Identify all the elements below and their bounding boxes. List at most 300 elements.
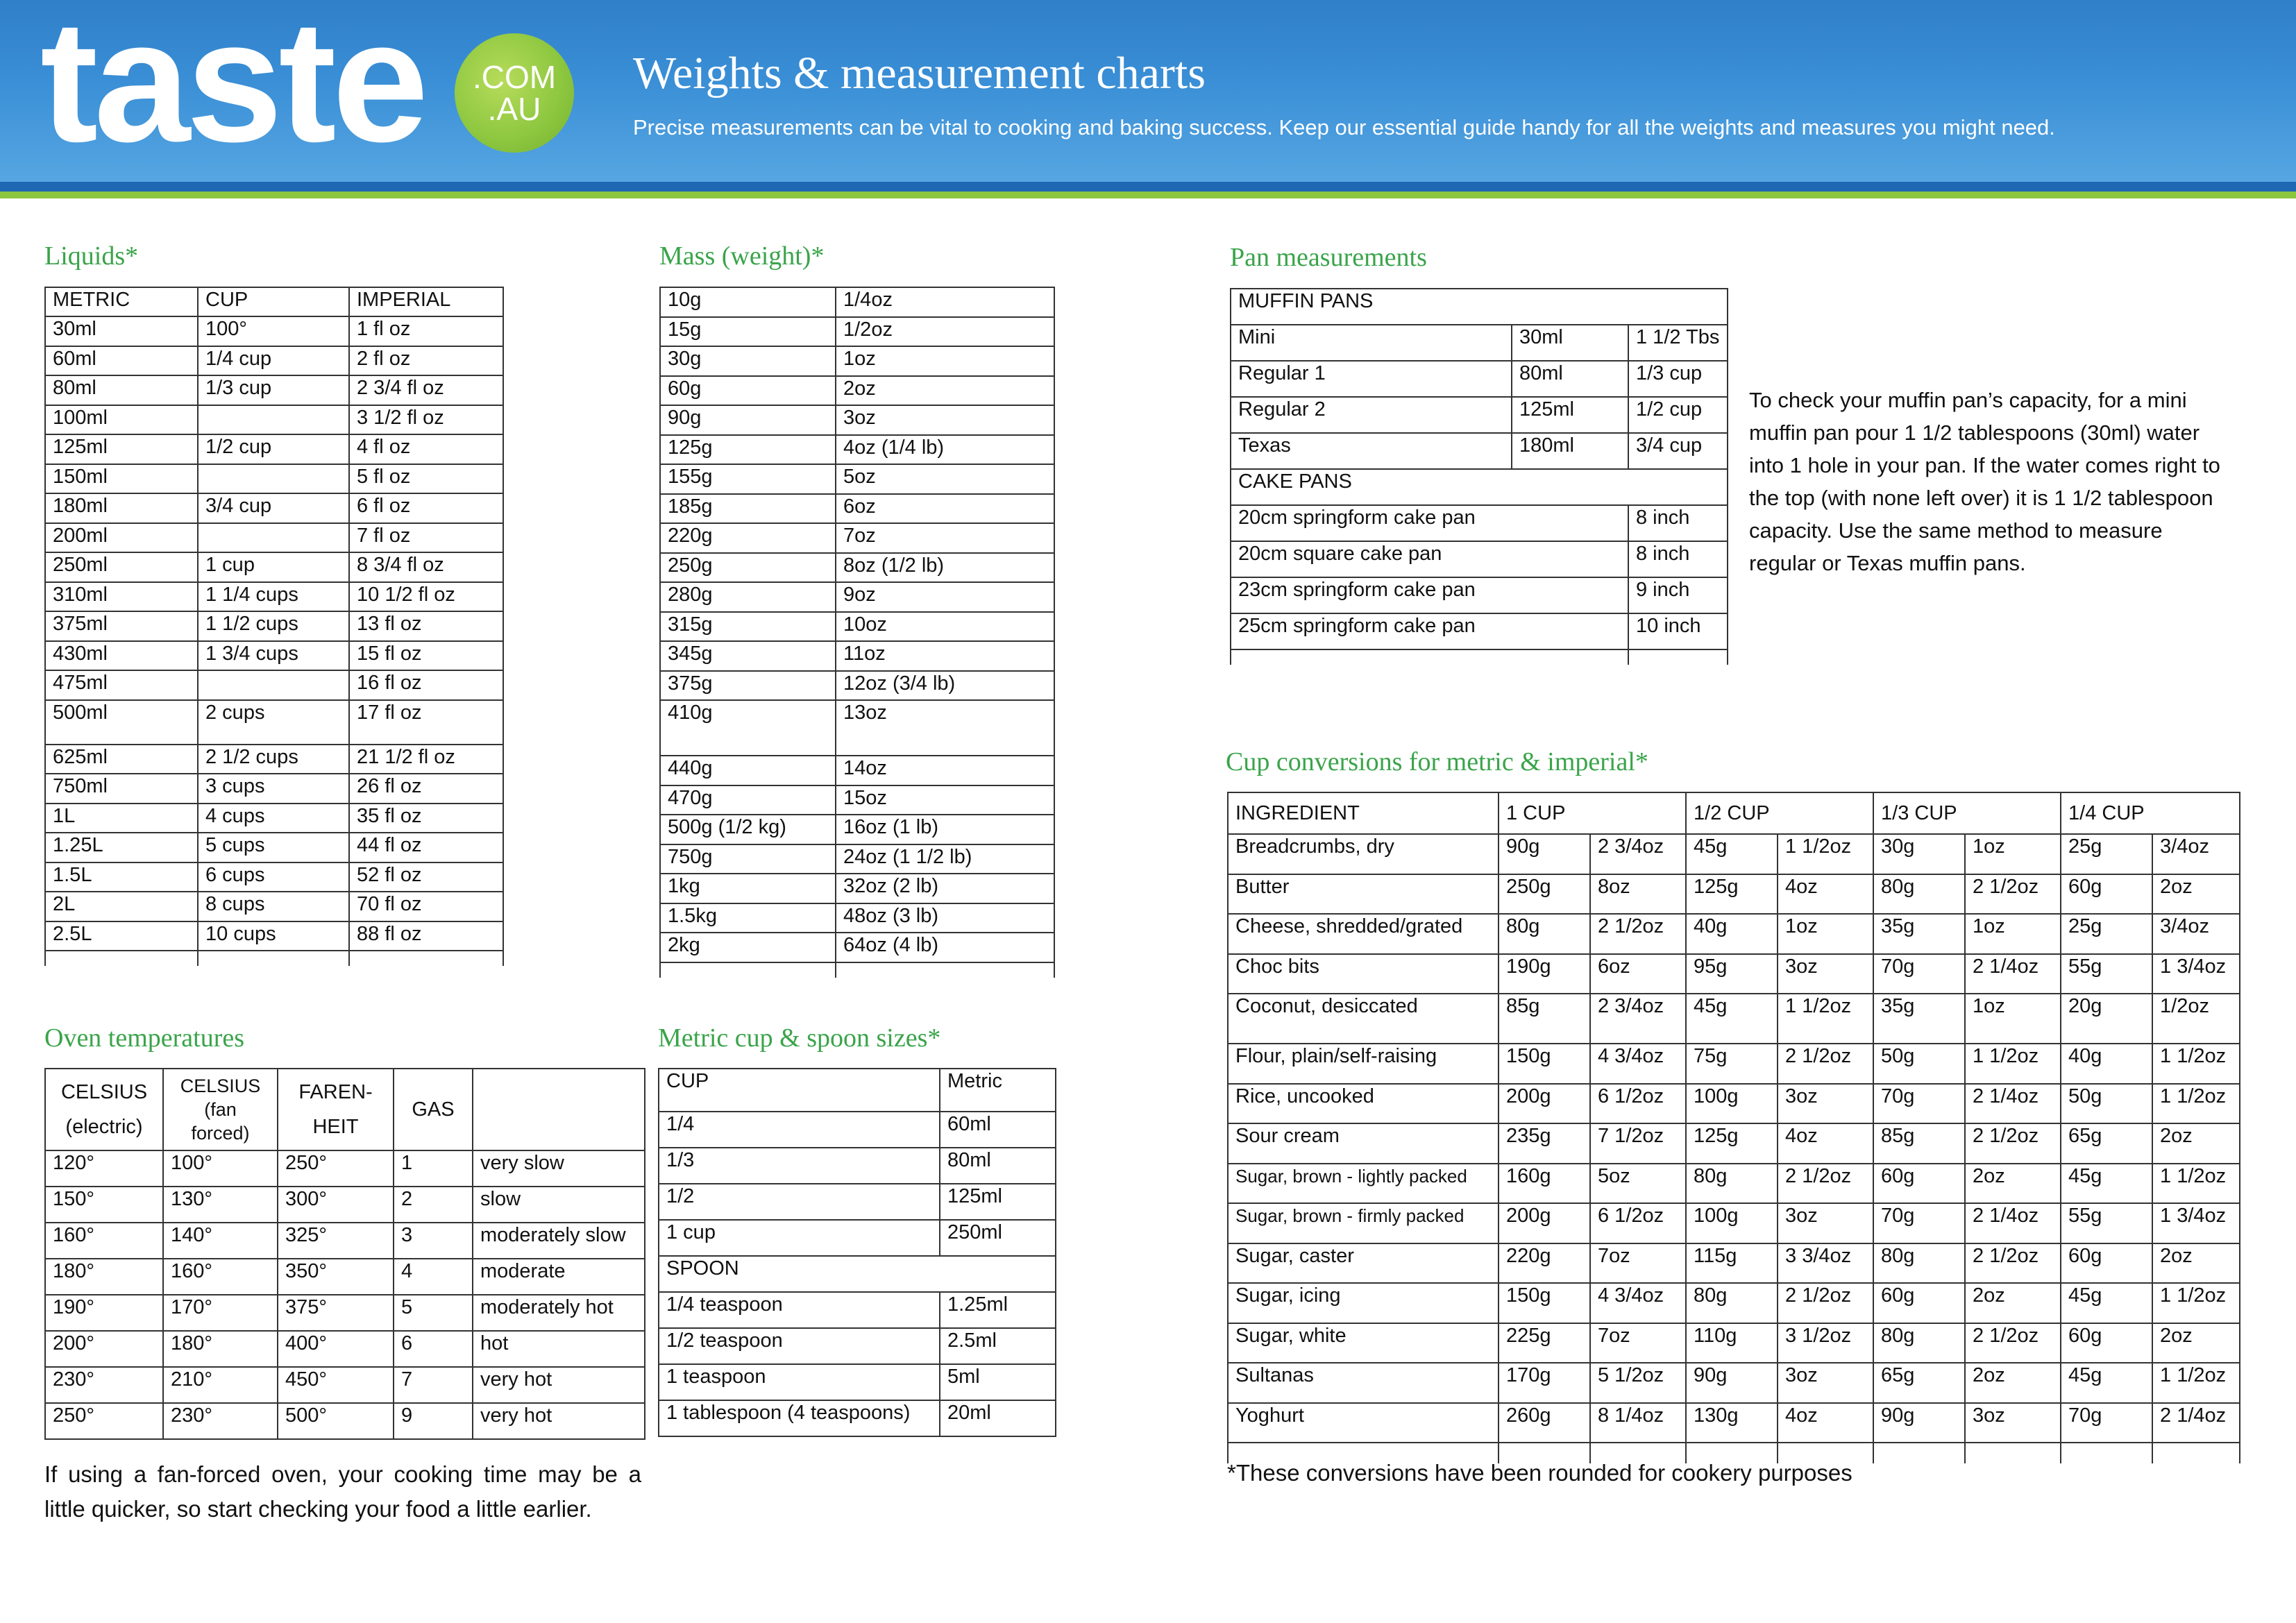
- cup-size-row: [659, 1184, 1056, 1220]
- muffin-pan-cell: 125ml: [1512, 397, 1628, 433]
- taste-logo: taste: [40, 0, 425, 178]
- cups-cell: 85g: [1873, 1123, 1965, 1164]
- cups-cell: 1 1/2oz: [2152, 1363, 2240, 1403]
- cups-cell: 45g: [2061, 1164, 2152, 1204]
- mass-row: [660, 376, 1054, 406]
- oven-cell: 250°: [278, 1150, 394, 1187]
- oven-cell: 170°: [163, 1295, 278, 1331]
- cups-cell: 70g: [1873, 1203, 1965, 1243]
- liquids-cell: 2 cups: [198, 700, 349, 745]
- mass-cell: 16oz (1 lb): [836, 815, 1054, 844]
- mass-cell: 220g: [660, 523, 836, 553]
- oven-row: [45, 1187, 645, 1223]
- liquids-cell: [45, 951, 198, 966]
- cups-cell: 2 1/4oz: [1965, 1084, 2061, 1124]
- cups-cell: 25g: [2061, 834, 2152, 874]
- oven-row: [45, 1403, 645, 1439]
- cups-cell: [1873, 1443, 1965, 1463]
- mass-row: [660, 523, 1054, 553]
- mass-row: [660, 553, 1054, 583]
- mass-cell: 30g: [660, 346, 836, 376]
- liquids-cell: [198, 670, 349, 700]
- liquids-cell: 88 fl oz: [349, 921, 503, 951]
- liquids-cell: 3 1/2 fl oz: [349, 405, 503, 435]
- cups-cell: 80g: [1873, 1323, 1965, 1363]
- cups-cell: 115g: [1686, 1243, 1778, 1284]
- cups-cell: [2061, 1443, 2152, 1463]
- cups-cell: 5oz: [1590, 1164, 1686, 1204]
- cups-cell: 80g: [1686, 1164, 1778, 1204]
- cups-cell: 4 3/4oz: [1590, 1283, 1686, 1323]
- spoon-header-metric: Metric: [940, 1069, 1056, 1112]
- cups-cell: 8oz: [1590, 874, 1686, 915]
- liquids-cell: 5 fl oz: [349, 464, 503, 494]
- cups-cell: 100g: [1686, 1084, 1778, 1124]
- cups-cell: 60g: [2061, 1323, 2152, 1363]
- spoon-size-row: [659, 1400, 1056, 1436]
- cups-cell: 1 1/2oz: [1778, 994, 1873, 1044]
- oven-header-fan: [163, 1069, 278, 1150]
- cup-size-cell: 80ml: [940, 1148, 1056, 1184]
- oven-cell: 3: [394, 1223, 473, 1259]
- cups-cell: 35g: [1873, 914, 1965, 954]
- cups-cell: 2oz: [1965, 1363, 2061, 1403]
- logo-badge-com: .COM: [472, 59, 557, 95]
- spoon-size-cell: 1/4 teaspoon: [659, 1292, 940, 1328]
- liquids-cell: [198, 523, 349, 553]
- liquids-cell: 6 cups: [198, 863, 349, 892]
- cups-cell: 5 1/2oz: [1590, 1363, 1686, 1403]
- liquids-cell: 1 1/4 cups: [198, 582, 349, 612]
- oven-cell: 230°: [163, 1403, 278, 1439]
- oven-cell: 4: [394, 1259, 473, 1295]
- liquids-title: Liquids*: [44, 241, 139, 271]
- cups-cell: 40g: [2061, 1044, 2152, 1084]
- oven-cell: 375°: [278, 1295, 394, 1331]
- liquids-cell: 125ml: [45, 434, 198, 464]
- cups-cell: Yoghurt: [1228, 1403, 1499, 1443]
- liquids-cell: 375ml: [45, 611, 198, 641]
- cups-cell: 2 1/2oz: [1778, 1044, 1873, 1084]
- cups-cell: 30g: [1873, 834, 1965, 874]
- cups-cell: 3oz: [1778, 1203, 1873, 1243]
- muffin-pan-row: [1231, 433, 1728, 469]
- cups-cell: 2 1/4oz: [2152, 1403, 2240, 1443]
- cups-cell: 1oz: [1778, 914, 1873, 954]
- cups-cell: Sultanas: [1228, 1363, 1499, 1403]
- liquids-cell: 200ml: [45, 523, 198, 553]
- liquids-cell: 1 fl oz: [349, 316, 503, 346]
- mass-cell: [836, 962, 1054, 978]
- oven-header-fan-l1: CELSIUS: [180, 1076, 261, 1096]
- liquids-cell: 6 fl oz: [349, 493, 503, 523]
- cups-row: [1228, 1403, 2240, 1443]
- oven-title: Oven temperatures: [44, 1023, 245, 1053]
- liquids-cell: 70 fl oz: [349, 892, 503, 921]
- oven-cell: 250°: [45, 1403, 163, 1439]
- cups-cell: Choc bits: [1228, 954, 1499, 994]
- cups-cell: 3 1/2oz: [1778, 1323, 1873, 1363]
- cups-cell: 1 3/4oz: [2152, 1203, 2240, 1243]
- muffin-pan-cell: 180ml: [1512, 433, 1628, 469]
- oven-cell: moderate: [473, 1259, 645, 1295]
- liquids-header-imperial: IMPERIAL: [349, 287, 503, 316]
- pans-table-empty-cell: [1231, 649, 1628, 665]
- mass-row: [660, 435, 1054, 465]
- oven-cell: 130°: [163, 1187, 278, 1223]
- liquids-row: [45, 774, 503, 804]
- spoon-size-row: [659, 1292, 1056, 1328]
- liquids-row: [45, 804, 503, 833]
- spoon-size-row: [659, 1328, 1056, 1364]
- mass-cell: 2kg: [660, 933, 836, 962]
- oven-cell: 180°: [163, 1331, 278, 1367]
- liquids-cell: 4 cups: [198, 804, 349, 833]
- cups-cell: 2oz: [1965, 1164, 2061, 1204]
- cups-cell: 2 1/4oz: [1965, 1203, 2061, 1243]
- cups-cell: 85g: [1499, 994, 1590, 1044]
- cups-cell: 2 1/2oz: [1778, 1164, 1873, 1204]
- spoon-title: Metric cup & spoon sizes*: [658, 1023, 941, 1053]
- liquids-row: [45, 582, 503, 612]
- liquids-cell: 500ml: [45, 700, 198, 745]
- cups-cell: 65g: [2061, 1123, 2152, 1164]
- mass-cell: 32oz (2 lb): [836, 874, 1054, 903]
- mass-row: [660, 874, 1054, 903]
- page-title: Weights & measurement charts: [633, 48, 1206, 99]
- cups-cell: 4oz: [1778, 1403, 1873, 1443]
- cake-pan-row: [1231, 541, 1728, 577]
- cup-size-cell: 1/3: [659, 1148, 940, 1184]
- mass-cell: 10g: [660, 287, 836, 317]
- liquids-cell: 1.5L: [45, 863, 198, 892]
- mass-cell: 13oz: [836, 700, 1054, 756]
- mass-cell: 750g: [660, 844, 836, 874]
- cup-size-cell: 1/4: [659, 1112, 940, 1148]
- cups-row: [1228, 914, 2240, 954]
- mass-cell: 1.5kg: [660, 903, 836, 933]
- mass-cell: 410g: [660, 700, 836, 756]
- liquids-cell: 35 fl oz: [349, 804, 503, 833]
- cups-cell: Butter: [1228, 874, 1499, 915]
- cup-size-row: [659, 1220, 1056, 1256]
- cups-row: [1228, 994, 2240, 1044]
- muffin-pan-cell: 3/4 cup: [1628, 433, 1728, 469]
- cup-size-cell: 125ml: [940, 1184, 1056, 1220]
- cups-cell: 200g: [1499, 1203, 1590, 1243]
- mass-row: [660, 612, 1054, 642]
- mass-cell: 1/2oz: [836, 317, 1054, 347]
- liquids-row: [45, 523, 503, 553]
- mass-row: [660, 346, 1054, 376]
- liquids-row: [45, 552, 503, 582]
- cups-cell: 4 3/4oz: [1590, 1044, 1686, 1084]
- oven-cell: 180°: [45, 1259, 163, 1295]
- pans-title: Pan measurements: [1230, 243, 1427, 272]
- oven-header-gas: GAS: [394, 1069, 473, 1150]
- liquids-row: [45, 611, 503, 641]
- cups-cell: Breadcrumbs, dry: [1228, 834, 1499, 874]
- cups-cell: 45g: [1686, 994, 1778, 1044]
- mass-row: [660, 815, 1054, 844]
- cups-row: [1228, 1084, 2240, 1124]
- cups-cell: 4oz: [1778, 874, 1873, 915]
- liquids-cell: 2 3/4 fl oz: [349, 375, 503, 405]
- cups-cell: 35g: [1873, 994, 1965, 1044]
- cups-cell: 2 1/4oz: [1965, 954, 2061, 994]
- spoon-size-cell: 5ml: [940, 1364, 1056, 1400]
- cups-cell: 110g: [1686, 1323, 1778, 1363]
- cups-cell: 60g: [1873, 1283, 1965, 1323]
- liquids-cell: 52 fl oz: [349, 863, 503, 892]
- cups-cell: 90g: [1686, 1363, 1778, 1403]
- oven-cell: very slow: [473, 1150, 645, 1187]
- muffin-pan-cell: Texas: [1231, 433, 1512, 469]
- oven-cell: 325°: [278, 1223, 394, 1259]
- oven-cell: 9: [394, 1403, 473, 1439]
- cups-cell: 45g: [2061, 1283, 2152, 1323]
- liquids-header-cup: CUP: [198, 287, 349, 316]
- muffin-pan-row: [1231, 397, 1728, 433]
- oven-cell: 160°: [163, 1259, 278, 1295]
- oven-cell: 6: [394, 1331, 473, 1367]
- cups-cell: 80g: [1873, 874, 1965, 915]
- mass-cell: 11oz: [836, 641, 1054, 671]
- liquids-row: [45, 375, 503, 405]
- cups-cell: 75g: [1686, 1044, 1778, 1084]
- cups-cell: 2oz: [2152, 1243, 2240, 1284]
- liquids-cell: 4 fl oz: [349, 434, 503, 464]
- oven-header-fahrenheit-l2: HEIT: [312, 1116, 359, 1138]
- mass-row: [660, 785, 1054, 815]
- liquids-cell: [198, 405, 349, 435]
- oven-row: [45, 1150, 645, 1187]
- liquids-cell: 750ml: [45, 774, 198, 804]
- cup-size-row: [659, 1148, 1056, 1184]
- cups-cell: 3oz: [1778, 1363, 1873, 1403]
- cups-cell: 40g: [1686, 914, 1778, 954]
- cups-cell: Sugar, brown - firmly packed: [1228, 1203, 1499, 1243]
- oven-row: [45, 1367, 645, 1403]
- mass-cell: 500g (1/2 kg): [660, 815, 836, 844]
- cups-row: [1228, 1323, 2240, 1363]
- liquids-cell: 1/2 cup: [198, 434, 349, 464]
- cups-cell: [1965, 1443, 2061, 1463]
- cups-header-third-cup: 1/3 CUP: [1873, 792, 2061, 834]
- mass-cell: 5oz: [836, 464, 1054, 494]
- cups-header-1-cup: 1 CUP: [1499, 792, 1686, 834]
- oven-cell: very hot: [473, 1403, 645, 1439]
- cups-cell: 70g: [1873, 954, 1965, 994]
- cups-cell: 55g: [2061, 954, 2152, 994]
- cups-row: [1228, 1363, 2240, 1403]
- cups-cell: [2152, 1443, 2240, 1463]
- cups-cell: 1 1/2oz: [2152, 1044, 2240, 1084]
- oven-cell: 190°: [45, 1295, 163, 1331]
- mass-cell: 14oz: [836, 756, 1054, 785]
- liquids-row: [45, 493, 503, 523]
- liquids-cell: 8 cups: [198, 892, 349, 921]
- cups-header-quarter-cup: 1/4 CUP: [2061, 792, 2240, 834]
- liquids-cell: [198, 951, 349, 966]
- liquids-cell: 1 1/2 cups: [198, 611, 349, 641]
- cups-cell: 3/4oz: [2152, 914, 2240, 954]
- oven-note: If using a fan-forced oven, your cooking time may be a little quicker, so start checking your food a little earlier.: [44, 1461, 641, 1522]
- mass-cell: [660, 962, 836, 978]
- cake-pan-size: 10 inch: [1628, 613, 1728, 649]
- liquids-cell: 15 fl oz: [349, 641, 503, 671]
- cups-cell: 45g: [1686, 834, 1778, 874]
- page-subtitle: Precise measurements can be vital to cooking and baking success. Keep our essential guide handy for all the weights and measures you might need.: [633, 115, 2055, 139]
- liquids-cell: 1.25L: [45, 833, 198, 863]
- liquids-cell: [198, 464, 349, 494]
- mass-cell: 12oz (3/4 lb): [836, 671, 1054, 701]
- oven-row: [45, 1259, 645, 1295]
- liquids-cell: 21 1/2 fl oz: [349, 745, 503, 774]
- mass-row: [660, 287, 1054, 317]
- liquids-row: [45, 833, 503, 863]
- oven-cell: 140°: [163, 1223, 278, 1259]
- cups-cell: 60g: [1873, 1164, 1965, 1204]
- cups-row: [1228, 1123, 2240, 1164]
- oven-header-fahrenheit: [278, 1069, 394, 1150]
- cups-cell: 70g: [1873, 1084, 1965, 1124]
- spoon-table: [658, 1068, 1056, 1437]
- cups-row: [1228, 1243, 2240, 1284]
- cups-cell: 1 1/2oz: [2152, 1283, 2240, 1323]
- liquids-row: [45, 745, 503, 774]
- oven-row: [45, 1223, 645, 1259]
- cups-cell: 3 3/4oz: [1778, 1243, 1873, 1284]
- mass-row: [660, 405, 1054, 435]
- liquids-cell: 60ml: [45, 346, 198, 376]
- oven-cell: 1: [394, 1150, 473, 1187]
- mass-cell: 345g: [660, 641, 836, 671]
- oven-cell: 2: [394, 1187, 473, 1223]
- cups-cell: 1 1/2oz: [2152, 1084, 2240, 1124]
- cups-cell: 2 3/4oz: [1590, 834, 1686, 874]
- muffin-pan-note: To check your muffin pan’s capacity, for a mini muffin pan pour 1 1/2 tablespoons (30ml) water into 1 hole in your pan. If the water comes right to the top (with none left over) it is 1 1/2 tablespoon capacity. Use the same method to measure regular or Texas muffin pans.: [1749, 388, 2220, 575]
- cake-pans-header: CAKE PANS: [1231, 469, 1728, 505]
- cups-cell: 8 1/4oz: [1590, 1403, 1686, 1443]
- liquids-cell: 2L: [45, 892, 198, 921]
- cups-cell: 80g: [1873, 1243, 1965, 1284]
- cups-cell: 1 1/2oz: [1778, 834, 1873, 874]
- oven-cell: very hot: [473, 1367, 645, 1403]
- liquids-cell: 1 3/4 cups: [198, 641, 349, 671]
- cups-cell: 2oz: [2152, 1323, 2240, 1363]
- liquids-cell: 180ml: [45, 493, 198, 523]
- cups-cell: 6 1/2oz: [1590, 1084, 1686, 1124]
- cups-row: [1228, 834, 2240, 874]
- spoon-header-spoon: SPOON: [659, 1256, 1056, 1292]
- cups-cell: 3oz: [1778, 1084, 1873, 1124]
- spoon-size-row: [659, 1364, 1056, 1400]
- liquids-cell: 13 fl oz: [349, 611, 503, 641]
- liquids-cell: 1L: [45, 804, 198, 833]
- mass-row: [660, 641, 1054, 671]
- cup-size-cell: 1 cup: [659, 1220, 940, 1256]
- pans-table: [1230, 288, 1728, 665]
- liquids-cell: [349, 951, 503, 966]
- mass-cell: 185g: [660, 494, 836, 524]
- muffin-pan-cell: 1 1/2 Tbs: [1628, 325, 1728, 361]
- cups-cell: 25g: [2061, 914, 2152, 954]
- cups-cell: 7 1/2oz: [1590, 1123, 1686, 1164]
- oven-header-fan-l3: forced): [191, 1123, 250, 1144]
- cups-cell: 2oz: [2152, 874, 2240, 915]
- cake-pan-name: 20cm square cake pan: [1231, 541, 1628, 577]
- muffin-pan-cell: 30ml: [1512, 325, 1628, 361]
- oven-cell: hot: [473, 1331, 645, 1367]
- cups-cell: 70g: [2061, 1403, 2152, 1443]
- header-divider-blue: [0, 182, 2296, 192]
- cups-cell: 50g: [1873, 1044, 1965, 1084]
- cups-cell: 260g: [1499, 1403, 1590, 1443]
- pans-table-empty-cell: [1628, 649, 1728, 665]
- cups-cell: Sour cream: [1228, 1123, 1499, 1164]
- muffin-pan-cell: Regular 2: [1231, 397, 1512, 433]
- oven-cell: 210°: [163, 1367, 278, 1403]
- muffin-pan-row: [1231, 325, 1728, 361]
- cups-cell: 225g: [1499, 1323, 1590, 1363]
- liquids-row: [45, 921, 503, 951]
- oven-cell: slow: [473, 1187, 645, 1223]
- mass-cell: 10oz: [836, 612, 1054, 642]
- cups-cell: 6 1/2oz: [1590, 1203, 1686, 1243]
- liquids-cell: 1/3 cup: [198, 375, 349, 405]
- cups-cell: 2 1/2oz: [1965, 1123, 2061, 1164]
- cups-cell: 7oz: [1590, 1243, 1686, 1284]
- cups-table: [1227, 792, 2240, 1463]
- cake-pan-size: 8 inch: [1628, 505, 1728, 541]
- mass-cell: 470g: [660, 785, 836, 815]
- cup-size-cell: 250ml: [940, 1220, 1056, 1256]
- liquids-cell: 80ml: [45, 375, 198, 405]
- cups-cell: 1 3/4oz: [2152, 954, 2240, 994]
- liquids-cell: 10 cups: [198, 921, 349, 951]
- oven-cell: moderately hot: [473, 1295, 645, 1331]
- mass-cell: 6oz: [836, 494, 1054, 524]
- cups-row: [1228, 1283, 2240, 1323]
- oven-header-celsius-l1: CELSIUS: [60, 1081, 148, 1103]
- cups-cell: 95g: [1686, 954, 1778, 994]
- oven-cell: 300°: [278, 1187, 394, 1223]
- cup-size-cell: 60ml: [940, 1112, 1056, 1148]
- mass-row: [660, 582, 1054, 612]
- cups-row: [1228, 1044, 2240, 1084]
- muffin-pan-cell: 80ml: [1512, 361, 1628, 397]
- cups-cell: 4oz: [1778, 1123, 1873, 1164]
- liquids-row: [45, 892, 503, 921]
- mass-cell: 125g: [660, 435, 836, 465]
- muffin-pan-cell: 1/2 cup: [1628, 397, 1728, 433]
- page-header: [0, 0, 2296, 182]
- cups-cell: 80g: [1686, 1283, 1778, 1323]
- liquids-row: [45, 346, 503, 376]
- cake-pan-name: 23cm springform cake pan: [1231, 577, 1628, 613]
- mass-cell: 15g: [660, 317, 836, 347]
- oven-header-celsius-l2: (electric): [65, 1116, 143, 1138]
- header-divider-green: [0, 192, 2296, 198]
- oven-header-description: [473, 1069, 645, 1150]
- mass-cell: 8oz (1/2 lb): [836, 553, 1054, 583]
- cups-cell: Coconut, desiccated: [1228, 994, 1499, 1044]
- cups-cell: 65g: [1873, 1363, 1965, 1403]
- mass-row: [660, 464, 1054, 494]
- oven-cell: 150°: [45, 1187, 163, 1223]
- liquids-cell: 17 fl oz: [349, 700, 503, 745]
